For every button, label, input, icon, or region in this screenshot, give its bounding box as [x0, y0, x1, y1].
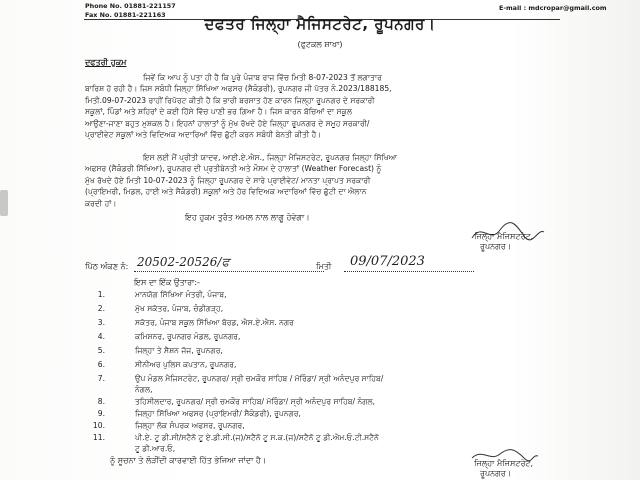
text-line: ਮਿਤੀ.09-07-2023 ਰਾਹੀਂ ਰਿਪੋਰਟ ਕੀਤੀ ਹੈ ਕਿ ਭਾਰੀ ਬਰਸਾਤ ਹੋਣ ਕਾਰਨ ਜਿਲ੍ਹਾ ਰੂਪਨਗਰ ਦੇ ਸਰਕਾਰੀ — [85, 95, 375, 105]
text-line: ਮੁੱਖ ਰੱਖਦੇ ਹੋਏ ਮਿਤੀ 10-07-2023 ਨੂੰ ਜਿਲ੍ਹਾ ਰੂਪਨਗਰ ਦੇ ਸਾਰੇ ਪ੍ਰਾਈਵੇਟ/ ਮਾਨਤਾ ਪ੍ਰਾਪਤ ਸਰਕਾਰੀ — [85, 175, 371, 185]
item-text: ਤਹਿਸੀਲਦਾਰ, ਰੂਪਨਗਰ/ ਸ੍ਰੀ ਚਮਕੌਰ ਸਾਹਿਬ/ ਮੋਰਿੰਡਾ/ ਸ੍ਰੀ ਅਨੰਦਪੁਰ ਸਾਹਿਬ/ ਨੰਗਲ, — [135, 397, 376, 406]
item-number: 1. — [97, 290, 105, 299]
fax-number: Fax No. 01881-221163 — [85, 11, 166, 19]
reference-label: ਪਿੱਠ ਅੰਕਣ ਨੰ: — [85, 262, 129, 271]
date-label: ਮਿਤੀ — [316, 262, 332, 271]
phone-number: Phone No. 01881-221157 — [85, 2, 176, 10]
reference-number — [137, 255, 229, 270]
text-line: ਬਾਰਿਸ਼ ਹੋ ਰਹੀ ਹੈ। ਜਿਸ ਸਬੰਧੀ ਜਿਲ੍ਹਾ ਸਿੱਖਿਆ ਅਫਸਰ (ਸੈਕੰਡਰੀ), ਰੂਪਨਗਰ ਜੀ ਪੱਤਰ ਨੰ.2023/188185, — [85, 84, 392, 94]
reference-number-value: 20502-20526 — [137, 255, 218, 269]
closing-line: ਨੂੰ ਸੂਚਨਾ ਤੇ ਲੋੜੀਂਦੀ ਕਾਰਵਾਈ ਹਿੱਤ ਭੇਜਿਆ ਜਾਂਦਾ ਹੈ। — [110, 456, 267, 465]
reference-suffix: /ਫ — [217, 255, 230, 269]
item-number: 10. — [92, 421, 105, 430]
item-text: ਜਿਲ੍ਹਾ ਤੇ ਸੈਸ਼ਨ ਜੱਜ, ਰੂਪਨਗਰ, — [135, 346, 223, 355]
text-line: ਪ੍ਰਾਈਵੇਟ ਸਕੂਲਾਂ ਅਤੇ ਵਿਦਿਅਕ ਅਦਾਰਿਆਂ ਵਿੱਚ ਛੁੱਟੀ ਕਰਨ ਸਬੰਧੀ ਬੇਨਤੀ ਕੀਤੀ ਹੈ। — [85, 130, 322, 140]
text-line: ਸਕੂਲਾਂ, ਪਿੰਡਾਂ ਅਤੇ ਸ਼ਹਿਰਾਂ ਦੇ ਕਈ ਹਿੱਸੇ ਵਿੱਚ ਪਾਣੀ ਭਰ ਗਿਆ ਹੈ। ਜਿਸ ਕਾਰਨ ਬੱਚਿਆਂ ਦਾ ਸਕੂਲ — [85, 107, 352, 117]
item-text: ਪੀ.ਏ. ਟੂ ਡੀ.ਸੀ/ਸਟੈਨੋ ਟੂ ਏ.ਡੀ.ਸੀ.(ਜ)/ਸਟੈਨੋ ਟੂ ਸ.ਕ.(ਜ)/ਸਟੈਨੋ ਟੂ ਡੀ.ਐਮ.ਓ.ਟੀ.ਸਟੈਨੋ — [135, 433, 379, 442]
item-text: ਸਕੱਤਰ, ਪੰਜਾਬ ਸਕੂਲ ਸਿੱਖਿਆ ਬੋਰਡ, ਐਸ.ਏ.ਐਸ. ਨਗਰ — [135, 318, 294, 327]
text-line: ਆਉਣਾ-ਜਾਣਾ ਬਹੁਤ ਮੁਸ਼ਕਲ ਹੈ। ਇਹਨਾਂ ਹਾਲਾਤਾਂ ਨੂੰ ਮੁੱਖ ਰੱਖਦੇ ਹੋਏ ਜਿਲ੍ਹਾ ਰੂਪਨਗਰ ਦੇ ਸਮੂਹ ਸਰਕਾਰੀ/ — [85, 118, 370, 128]
item-text: ਨੰਗਲ, — [135, 385, 153, 394]
signature-block-1 — [474, 232, 533, 252]
office-title: ਦਫਤਰ ਜਿਲ੍ਹਾ ਮੈਜਿਸਟਰੇਟ, ਰੂਪਨਗਰ। — [204, 15, 436, 33]
signature-title: ਜਿਲ੍ਹਾ ਮੈਜਿਸਟਰੇਟ, — [474, 459, 534, 468]
item-number: 3. — [97, 318, 105, 327]
text-line: ਕਰਦੀ ਹਾਂ। — [85, 198, 117, 208]
reference-dotted-line — [134, 271, 324, 272]
item-number: 4. — [97, 332, 105, 341]
email-address: E-mail : mdcropar@gmail.com — [499, 4, 607, 12]
item-text: ਸੀਨੀਅਰ ਪੁਲਿਸ ਕਪਤਾਨ, ਰੂਪਨਗਰ, — [135, 360, 237, 369]
order-paragraph-2 — [85, 152, 559, 209]
item-number: 11. — [92, 433, 105, 442]
item-text: ਮੁੱਖ ਸਕੱਤਰ, ਪੰਜਾਬ, ਚੰਡੀਗੜ੍ਹ, — [135, 304, 224, 313]
text-line: ਅਫਸਰ (ਸੈਕੰਡਰੀ ਸਿੱਖਿਆ), ਰੂਪਨਗਰ ਦੀ ਪ੍ਰਤੀਬੇਨਤੀ ਅਤੇ ਮੌਸਮ ਦੇ ਹਾਲਾਤਾਂ (Weather Forecast) ਨੂੰ — [85, 164, 382, 174]
order-paragraph-1 — [85, 72, 559, 140]
text-line: (ਪ੍ਰਾਇਮਰੀ, ਮਿਡਲ, ਹਾਈ ਅਤੇ ਸੈਕੰਡਰੀ) ਸਕੂਲਾਂ ਅਤੇ ਹੋਰ ਵਿਦਿਅਕ ਅਦਾਰਿਆਂ ਵਿੱਚ ਛੁੱਟੀ ਦਾ ਐਲਾਨ — [85, 187, 367, 197]
item-number: 6. — [97, 360, 105, 369]
signature-place: ਰੂਪਨਗਰ। — [480, 469, 512, 478]
item-number: 2. — [97, 304, 105, 313]
text-line: ਜਿਵੇਂ ਕਿ ਆਪ ਨੂੰ ਪਤਾ ਹੀ ਹੈ ਕਿ ਪੂਰੇ ਪੰਜਾਬ ਰਾਜ ਵਿੱਚ ਮਿਤੀ 8-07-2023 ਤੋਂ ਲਗਾਤਾਰ — [143, 73, 382, 82]
item-text: ਕਮਿਸ਼ਨਰ, ਰੂਪਨਗਰ ਮੰਡਲ, ਰੂਪਨਗਰ, — [135, 332, 241, 341]
item-number: 9. — [97, 409, 105, 418]
item-text: ਜਿਲ੍ਹਾ ਸਿੱਖਿਆ ਅਫਸਰ (ਪ੍ਰਾਇਮਰੀ/ ਸੈਕੰਡਰੀ), ਰੂਪਨਗਰ, — [135, 409, 301, 418]
item-number: 7. — [97, 374, 105, 383]
item-text: ਉਪ ਮੰਡਲ ਮੈਜਿਸਟਰੇਟ, ਰੂਪਨਗਰ/ ਸ੍ਰੀ ਚਮਕੌਰ ਸਾਹਿਬ / ਮੋਰਿੰਡਾ/ ਸ੍ਰੀ ਅਨੰਦਪੁਰ ਸਾਹਿਬ/ — [135, 374, 384, 383]
office-branch: (ਫੁਟਕਲ ਸ਼ਾਖਾ) — [297, 40, 343, 49]
signature-title: ਜਿਲ੍ਹਾ ਮੈਜਿਸਟਰੇਟ, — [474, 232, 534, 241]
item-number: 8. — [97, 397, 105, 406]
order-paragraph-3: ਇਹ ਹੁਕਮ ਤੁਰੰਤ ਅਮਲ ਨਾਲ ਲਾਗੂ ਹੋਵੇਗਾ। — [185, 213, 310, 222]
page-edge-shadow — [0, 190, 8, 216]
item-number: 5. — [97, 346, 105, 355]
date-dotted-line — [344, 271, 474, 272]
text-line: ਇਸ ਲਈ ਮੈਂ ਪ੍ਰੀਤੀ ਯਾਦਵ, ਆਈ.ਏ.ਐਸ., ਜਿਲ੍ਹਾ ਮੈਜਿਸਟਰੇਟ, ਰੂਪਨਗਰ ਜਿਲ੍ਹਾ ਸਿੱਖਿਆ — [143, 153, 397, 162]
copy-to-heading: ਇਸ ਦਾ ਇੱਕ ਉਤਾਰਾ:- — [134, 278, 200, 287]
signature-block-2 — [474, 459, 533, 479]
order-heading: ਦਫਤਰੀ ਹੁਕਮ — [85, 58, 127, 67]
signature-place: ਰੂਪਨਗਰ। — [480, 242, 512, 251]
reference-date: 09/07/2023 — [350, 254, 425, 269]
item-text: ਮਾਨਯੋਗ ਸਿੱਖਿਆ ਮੰਤਰੀ, ਪੰਜਾਬ, — [135, 290, 227, 299]
item-text: ਟੂ ਡੀ.ਆਰ.ਓ, — [135, 444, 176, 453]
item-text: ਜਿਲ੍ਹਾ ਲੋਕ ਸੰਪਰਕ ਅਫਸਰ, ਰੂਪਨਗਰ, — [135, 421, 245, 430]
